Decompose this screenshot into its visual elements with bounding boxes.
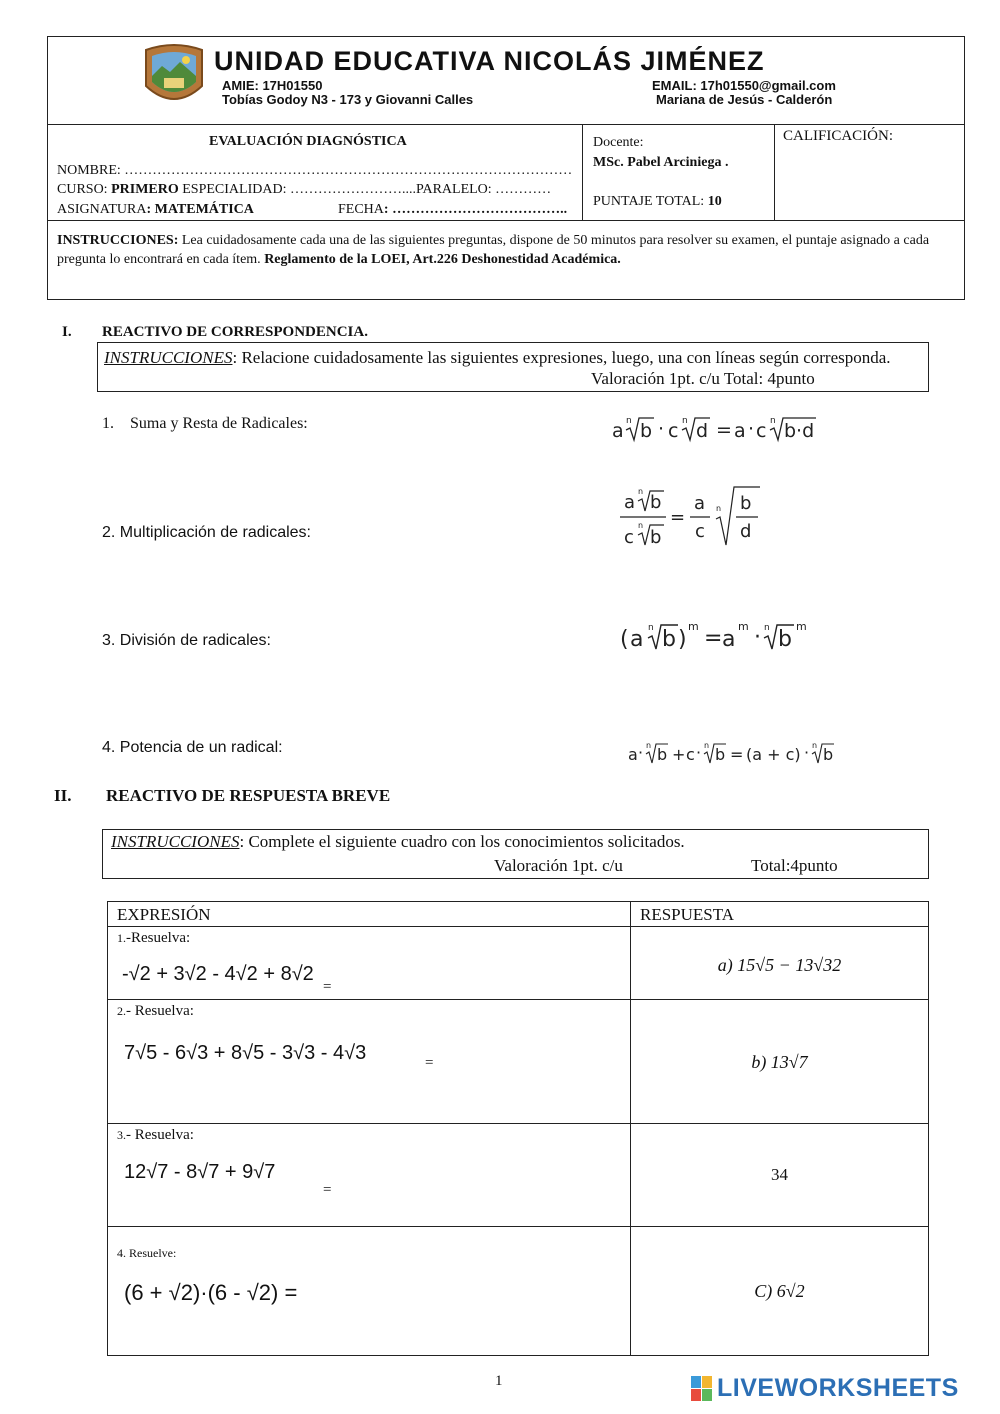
row-1-expression: -√2 + 3√2 - 4√2 + 8√2: [122, 963, 314, 985]
svg-text:a: a: [734, 420, 746, 442]
svg-text:a: a: [630, 627, 644, 652]
teacher-name: MSc. Pabel Arciniega .: [593, 155, 729, 170]
course-line: [57, 182, 551, 198]
svg-text:·: ·: [696, 743, 702, 762]
row-1-equals: =: [323, 979, 332, 995]
section1-instructions: [104, 346, 920, 369]
formula-power: [618, 615, 818, 657]
svg-text:n: n: [716, 504, 722, 513]
school-email: EMAIL: 17h01550@gmail.com: [652, 78, 836, 93]
section2-numeral: II.: [54, 786, 72, 805]
date-field[interactable]: : ………………………………..: [383, 202, 568, 217]
specialty-field[interactable]: ESPECIALIDAD: ……………………....PARALELO: …………: [178, 182, 552, 197]
svg-text:a: a: [694, 493, 706, 514]
date-label: FECHA: [338, 202, 384, 217]
section2-title: REACTIVO DE RESPUESTA BREVE: [106, 786, 391, 805]
row-3-expression: 12√7 - 8√7 + 9√7: [124, 1161, 276, 1183]
liveworksheets-icon: [691, 1376, 713, 1402]
svg-text:b: b: [650, 492, 662, 513]
svg-text:n: n: [682, 416, 688, 426]
svg-text:+: +: [672, 745, 686, 764]
svg-text:a: a: [612, 420, 624, 442]
svg-text:n: n: [812, 741, 818, 750]
total-score-label: PUNTAJE TOTAL:: [593, 194, 708, 209]
item-2-label: 2. Multiplicación de radicales:: [102, 524, 311, 541]
svg-text:b: b: [715, 745, 726, 764]
subject-line: [57, 202, 254, 218]
row-1-answer[interactable]: a) 15√5 − 13√32: [717, 955, 842, 975]
row-2-equals: =: [425, 1055, 434, 1071]
svg-text:m: m: [796, 620, 807, 633]
row-4-expression: (6 + √2)·(6 - √2) =: [124, 1280, 298, 1305]
svg-text:b: b: [778, 627, 792, 652]
section2-instructions-text: : Complete el siguiente cuadro con los conocimientos solicitados.: [239, 832, 685, 851]
row-2-expression: 7√5 - 6√3 + 8√5 - 3√3 - 4√3: [124, 1042, 367, 1064]
svg-text:n: n: [704, 741, 710, 750]
subject-label: ASIGNATURA: [57, 202, 147, 217]
svg-text:c: c: [624, 527, 634, 548]
course-value: PRIMERO: [111, 182, 179, 197]
row-2-text: - Resuelva:: [126, 1003, 194, 1019]
section1-instructions-label: INSTRUCCIONES: [104, 348, 233, 367]
svg-text:c: c: [756, 420, 767, 442]
section2-instructions: [111, 832, 685, 852]
svg-text:(a + c): (a + c): [746, 745, 801, 764]
svg-text:): ): [678, 627, 687, 652]
total-score-value: 10: [707, 194, 722, 209]
school-logo-icon: [140, 42, 208, 108]
svg-text:a: a: [624, 492, 636, 513]
column-header-answer: RESPUESTA: [640, 905, 735, 924]
section1-instructions-text: : Relacione cuidadosamente las siguientes expresiones, luego, una con líneas según corresponda.: [232, 348, 891, 367]
svg-text:b·d: b·d: [784, 420, 815, 442]
svg-text:=: =: [670, 507, 686, 528]
item-3-label: 3. División de radicales:: [102, 632, 271, 649]
svg-text:·: ·: [658, 418, 665, 440]
row-3-equals: =: [323, 1182, 332, 1198]
general-instructions-text: Lea cuidadosamente cada una de las siguientes preguntas, dispone de 50 minutos para resolver su examen, el puntaje asignado a cada pregunta lo encontrará en cada ítem.: [57, 233, 930, 267]
section2-valoracion: Valoración 1pt. c/u: [494, 856, 623, 875]
row-1-number: 1.: [117, 931, 126, 945]
row-3-text: - Resuelva:: [126, 1127, 194, 1143]
svg-text:(: (: [620, 627, 629, 652]
svg-text:m: m: [688, 620, 699, 633]
svg-text:n: n: [646, 741, 652, 750]
row-1-label: [117, 930, 190, 947]
evaluation-title: EVALUACIÓN DIAGNÓSTICA: [209, 134, 407, 149]
svg-text:m: m: [738, 620, 749, 633]
row-4-label: [117, 1246, 176, 1261]
section2-instructions-label: INSTRUCCIONES: [111, 832, 240, 851]
subject-value: : MATEMÁTICA: [146, 202, 254, 217]
course-label: CURSO:: [57, 182, 112, 197]
school-location: Mariana de Jesús - Calderón: [656, 92, 833, 107]
amie-code: AMIE: 17H01550: [222, 78, 323, 93]
row-4-answer[interactable]: C) 6√2: [754, 1281, 805, 1301]
svg-text:n: n: [638, 487, 644, 496]
section1-valoracion: Valoración 1pt. c/u Total: 4punto: [591, 369, 815, 388]
svg-text:d: d: [696, 420, 709, 442]
row-3-number: 3.: [117, 1128, 126, 1142]
svg-text:·: ·: [748, 418, 755, 440]
row-3-label: [117, 1127, 194, 1144]
svg-text:n: n: [770, 416, 776, 426]
svg-text:n: n: [626, 416, 632, 426]
svg-text:n: n: [648, 623, 654, 633]
svg-text:=: =: [716, 419, 732, 441]
svg-text:=: =: [704, 626, 723, 651]
svg-text:b: b: [662, 627, 676, 652]
row-2-number: 2.: [117, 1004, 126, 1018]
svg-text:a: a: [722, 627, 736, 652]
svg-text:·: ·: [804, 743, 810, 762]
row-3-answer[interactable]: 34: [771, 1165, 788, 1184]
svg-text:n: n: [764, 623, 770, 633]
general-instructions-label: INSTRUCCIONES:: [57, 233, 179, 248]
column-header-expression: EXPRESIÓN: [117, 905, 211, 924]
svg-text:c: c: [686, 745, 695, 764]
svg-text:a: a: [628, 745, 638, 764]
formula-sum: [626, 738, 836, 770]
page-number: 1: [495, 1373, 503, 1389]
svg-text:c: c: [695, 521, 705, 542]
date-line: [338, 202, 567, 218]
liveworksheets-brand: LIVEWORKSHEETS: [717, 1374, 959, 1402]
section1-numeral: I.: [62, 324, 72, 340]
svg-text:b: b: [823, 745, 834, 764]
svg-text:n: n: [638, 521, 644, 530]
general-instructions: [57, 231, 952, 269]
teacher-label: Docente:: [593, 135, 644, 150]
item-4-label: 4. Potencia de un radical:: [102, 739, 283, 756]
name-field[interactable]: NOMBRE: ……………………………………………………………………………………: [57, 163, 573, 178]
row-2-answer[interactable]: b) 13√7: [751, 1052, 808, 1072]
svg-text:·: ·: [638, 743, 644, 762]
svg-text:=: =: [730, 745, 744, 764]
svg-text:c: c: [668, 420, 679, 442]
school-address: Tobías Godoy N3 - 173 y Giovanni Calles: [222, 92, 474, 107]
svg-text:·: ·: [754, 625, 761, 650]
formula-division: [618, 483, 768, 553]
row-1-text: -Resuelva:: [126, 930, 191, 946]
svg-text:b: b: [657, 745, 668, 764]
item-1-label: 1. Suma y Resta de Radicales:: [102, 415, 308, 432]
svg-text:b: b: [740, 493, 752, 514]
row-4-number: 4.: [117, 1246, 126, 1260]
formula-multiplication: [610, 410, 820, 446]
row-2-label: [117, 1003, 194, 1020]
svg-text:b: b: [650, 527, 662, 548]
svg-text:d: d: [740, 521, 752, 542]
school-name: UNIDAD EDUCATIVA NICOLÁS JIMÉNEZ: [214, 46, 765, 76]
grade-label: CALIFICACIÓN:: [783, 128, 894, 144]
general-instructions-rule: Reglamento de la LOEI, Art.226 Deshonestidad Académica.: [264, 252, 621, 267]
section2-total: Total:4punto: [751, 856, 838, 875]
total-score: [593, 194, 722, 210]
svg-text:b: b: [640, 420, 653, 442]
section1-title: REACTIVO DE CORRESPONDENCIA.: [102, 324, 368, 340]
row-4-text: Resuelve:: [126, 1246, 177, 1260]
